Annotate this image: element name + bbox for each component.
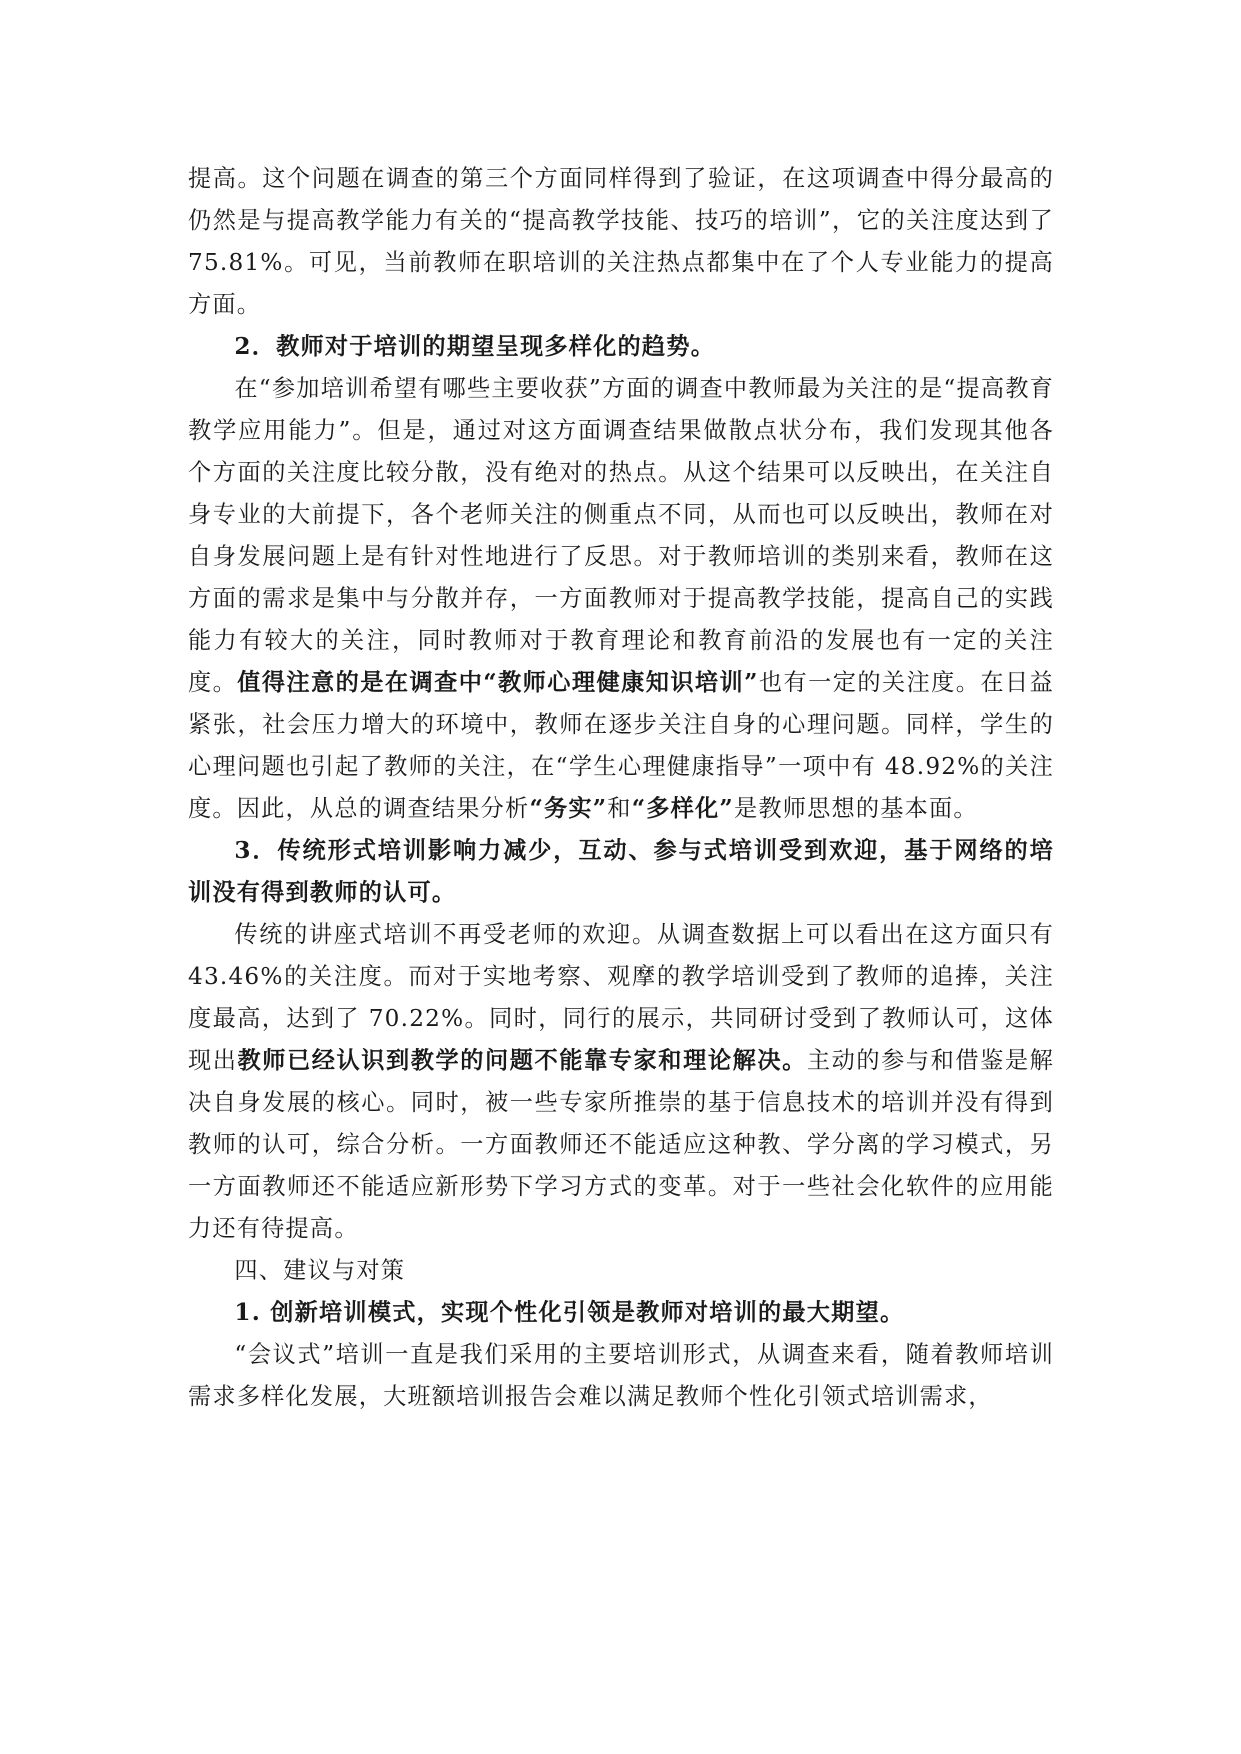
paragraph-text: 主动的参与和借鉴是解决自身发展的核心。同时，被一些专家所推崇的基于信息技术的培训并没有得到教师的认可，综合分析。一方面教师还不能适应这种教、学分离的学习模式，另一方面教师还不能适应新形势下学习方式的变革。对于一些社会化软件的应用能力还有待提高。 — [188, 1047, 1055, 1242]
paragraph-text: 是教师思想的基本面。 — [733, 795, 978, 822]
paragraph-expectations — [188, 368, 1054, 830]
heading-diversified-expectations: 2．教师对于培训的期望呈现多样化的趋势。 — [234, 333, 716, 360]
paragraph-traditional-training — [188, 914, 1054, 1250]
paragraph-continuation: 提高。这个问题在调查的第三个方面同样得到了验证，在这项调查中得分最高的仍然是与提高教学能力有关的“提高教学技能、技巧的培训”，它的关注度达到了 75.81%。可见，当前教师在职培训的关注热点都集中在了个人专业能力的提高方面。 — [188, 165, 1054, 318]
bold-emphasis-pragmatic: “务实” — [529, 795, 608, 822]
bold-emphasis-mental-health: 值得注意的是在调查中“教师心理健康知识培训” — [237, 669, 759, 696]
paragraph-text: 在“参加培训希望有哪些主要收获”方面的调查中教师最为关注的是“提高教育教学应用能力”。但是，通过对这方面调查结果做散点状分布，我们发现其他各个方面的关注度比较分散，没有绝对的热点。从这个结果可以反映出，在关注自身专业的大前提下，各个老师关注的侧重点不同，从而也可以反映出，教师在对自身发展问题上是有针对性地进行了反思。对于教师培训的类别来看，教师在这方面的需求是集中与分散并存，一方面教师对于提高教学技能，提高自己的实践能力有较大的关注，同时教师对于教育理论和教育前沿的发展也有一定的关注度。 — [188, 375, 1054, 696]
bold-emphasis-diversified: “多样化” — [631, 795, 734, 822]
document-body — [188, 158, 1054, 1418]
section-title-suggestions: 四、建议与对策 — [234, 1257, 406, 1284]
bold-emphasis-experts: 教师已经认识到教学的问题不能靠专家和理论解决。 — [237, 1047, 807, 1074]
paragraph-text: 传统的讲座式培训不再受老师的欢迎。从调查数据上可以看出在这方面只有 43.46%的关注度。而对于实地考察、观摩的教学培训受到了教师的追捧，关注度最高，达到了 70.22%。同时，同行的展示，共同研讨受到了教师认可，这体现出 — [188, 921, 1054, 1074]
paragraph-conference-training: “会议式”培训一直是我们采用的主要培训形式，从调查来看，随着教师培训需求多样化发展，大班额培训报告会难以满足教师个性化引领式培训需求， — [188, 1341, 1054, 1410]
heading-traditional-training: 3．传统形式培训影响力减少，互动、参与式培训受到欢迎，基于网络的培训没有得到教师的认可。 — [188, 837, 1054, 906]
paragraph-text: 也有一定的关注度。在日益紧张，社会压力增大的环境中，教师在逐步关注自身的心理问题。同样，学生的心理问题也引起了教师的关注，在“学生心理健康指导”一项中有 48.92%的关注度。因此，从总的调查结果分析 — [188, 669, 1054, 822]
heading-innovate-training-mode: 1. 创新培训模式，实现个性化引领是教师对培训的最大期望。 — [234, 1299, 905, 1326]
paragraph-text: 和 — [607, 795, 632, 822]
